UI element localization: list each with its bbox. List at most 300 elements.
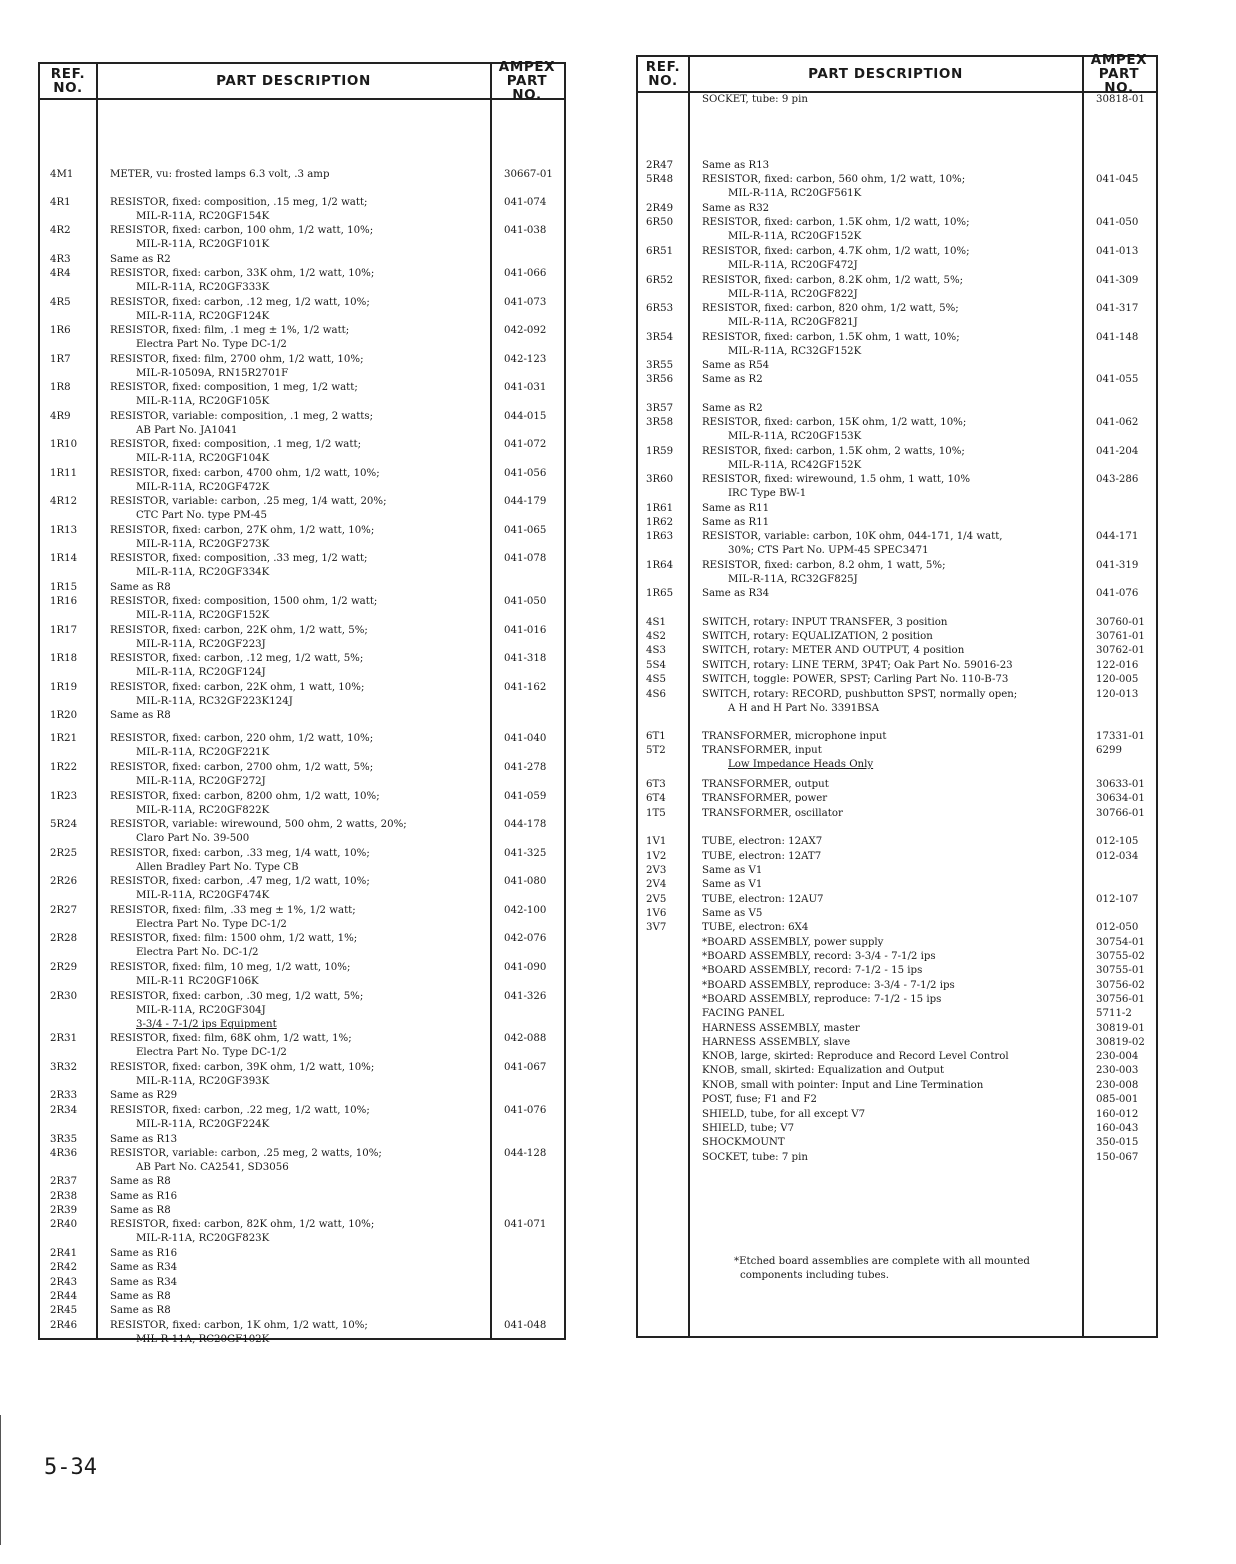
table-row bbox=[638, 1136, 1156, 1150]
ampex-part-no: 041-056 bbox=[504, 468, 547, 479]
table-row bbox=[40, 1175, 564, 1189]
part-description: TRANSFORMER, output bbox=[702, 779, 829, 790]
description-continuation: MIL-R-11A, RC20GF124J bbox=[136, 667, 266, 678]
ref-no: 2R49 bbox=[646, 203, 674, 214]
ref-no: 5S4 bbox=[646, 660, 666, 671]
ampex-part-no: 30819-02 bbox=[1096, 1037, 1145, 1048]
table-row bbox=[40, 961, 564, 987]
description-continuation: MIL-R-11A, RC20GF221K bbox=[136, 747, 270, 758]
part-description: TRANSFORMER, microphone input bbox=[702, 731, 887, 742]
description-continuation: MIL-R-11A, RC42GF152K bbox=[728, 460, 862, 471]
table-row bbox=[40, 1133, 564, 1147]
part-description: KNOB, large, skirted: Reproduce and Record Level Control bbox=[702, 1051, 1009, 1062]
ref-no: 1R17 bbox=[50, 625, 78, 636]
ampex-part-no: 350-015 bbox=[1096, 1137, 1139, 1148]
ref-no: 1T5 bbox=[646, 808, 666, 819]
table-row bbox=[40, 168, 564, 182]
description-continuation: MIL-R-11A, RC20GF273K bbox=[136, 539, 270, 550]
part-description: RESISTOR, fixed: composition, 1500 ohm, 1/2 watt; bbox=[110, 596, 378, 607]
table-row bbox=[638, 835, 1156, 849]
ref-no: 2R39 bbox=[50, 1205, 78, 1216]
description-continuation: MIL-R-11A, RC20GF474K bbox=[136, 890, 270, 901]
description-continuation: MIL-R-11A, RC20GF272J bbox=[136, 776, 266, 787]
table-row bbox=[638, 950, 1156, 964]
table-row bbox=[40, 581, 564, 595]
ref-no: 1V1 bbox=[646, 836, 667, 847]
table-row bbox=[40, 595, 564, 621]
ampex-part-no: 041-072 bbox=[504, 439, 547, 450]
ref-no: 6T4 bbox=[646, 793, 666, 804]
part-description: RESISTOR, fixed: carbon, 8200 ohm, 1/2 watt, 10%; bbox=[110, 791, 380, 802]
table-row bbox=[40, 652, 564, 678]
ref-no: 2R26 bbox=[50, 876, 78, 887]
footnote bbox=[734, 1255, 1030, 1283]
ampex-part-no: 041-309 bbox=[1096, 275, 1139, 286]
ref-no: 1R13 bbox=[50, 525, 78, 536]
table-row bbox=[40, 1276, 564, 1290]
ampex-part-no: 041-050 bbox=[504, 596, 547, 607]
part-description: RESISTOR, fixed: carbon, .47 meg, 1/2 watt, 10%; bbox=[110, 876, 370, 887]
part-description: RESISTOR, fixed: carbon, 4.7K ohm, 1/2 watt, 10%; bbox=[702, 246, 970, 257]
part-description: SWITCH, rotary: METER AND OUTPUT, 4 position bbox=[702, 645, 965, 656]
table-row bbox=[638, 659, 1156, 673]
table-row bbox=[638, 216, 1156, 242]
description-continuation: MIL-R-11A, RC20GF822J bbox=[728, 289, 858, 300]
description-continuation: MIL-R-11A, RC20GF101K bbox=[136, 239, 270, 250]
part-description: RESISTOR, fixed: carbon, 2700 ohm, 1/2 watt, 5%; bbox=[110, 762, 374, 773]
part-description: RESISTOR, variable: carbon, 10K ohm, 044-171, 1/4 watt, bbox=[702, 531, 1003, 542]
ampex-part-no: 041-319 bbox=[1096, 560, 1139, 571]
table-row bbox=[638, 921, 1156, 935]
part-description: Same as R8 bbox=[110, 1176, 171, 1187]
ref-no: 4R1 bbox=[50, 197, 71, 208]
ref-no: 2R25 bbox=[50, 848, 78, 859]
table-row bbox=[638, 673, 1156, 687]
ampex-part-no: 041-013 bbox=[1096, 246, 1139, 257]
table-row bbox=[40, 196, 564, 222]
part-description: RESISTOR, fixed: carbon, .12 meg, 1/2 watt, 10%; bbox=[110, 297, 370, 308]
ref-no: 1R14 bbox=[50, 553, 78, 564]
part-description-header: PART DESCRIPTION bbox=[808, 66, 963, 82]
part-description: RESISTOR, variable: wirewound, 500 ohm, 2 watts, 20%; bbox=[110, 819, 407, 830]
description-continuation: A H and H Part No. 3391BSA bbox=[728, 703, 880, 714]
part-description: RESISTOR, fixed: carbon, 1.5K ohm, 2 watts, 10%; bbox=[702, 446, 965, 457]
ref-no: 1V2 bbox=[646, 851, 667, 862]
ref-no: 4R12 bbox=[50, 496, 78, 507]
part-description: *BOARD ASSEMBLY, record: 3-3/4 - 7-1/2 ips bbox=[702, 951, 936, 962]
table-row bbox=[40, 1147, 564, 1173]
ref-no: 1R18 bbox=[50, 653, 78, 664]
ampex-part-no: 30819-01 bbox=[1096, 1023, 1145, 1034]
part-description: TRANSFORMER, power bbox=[702, 793, 828, 804]
description-continuation: MIL-R-11A, RC20GF304J bbox=[136, 1005, 266, 1016]
table-row bbox=[638, 302, 1156, 328]
table-row bbox=[40, 467, 564, 493]
ref-no: 1R11 bbox=[50, 468, 78, 479]
ref-no: 1R20 bbox=[50, 710, 78, 721]
part-description: RESISTOR, fixed: carbon, .30 meg, 1/2 watt, 5%; bbox=[110, 991, 364, 1002]
ref-no: 2R34 bbox=[50, 1105, 78, 1116]
part-description: RESISTOR, fixed: composition, .1 meg, 1/2 watt; bbox=[110, 439, 362, 450]
ref-no: 3R55 bbox=[646, 360, 674, 371]
table-row bbox=[40, 624, 564, 650]
ampex-part-no: 041-278 bbox=[504, 762, 547, 773]
ampex-part-no: 041-162 bbox=[504, 682, 547, 693]
ampex-part-no: 5711-2 bbox=[1096, 1008, 1132, 1019]
table-row bbox=[638, 587, 1156, 601]
table-row bbox=[638, 688, 1156, 714]
ref-no: 4S2 bbox=[646, 631, 666, 642]
description-continuation: Electra Part No. Type DC-1/2 bbox=[136, 919, 287, 930]
part-description: RESISTOR, fixed: carbon, 27K ohm, 1/2 watt, 10%; bbox=[110, 525, 375, 536]
part-description: Same as R13 bbox=[110, 1134, 178, 1145]
ref-no: 4M1 bbox=[50, 169, 74, 180]
ampex-part-no: 044-178 bbox=[504, 819, 547, 830]
ref-no: 3R54 bbox=[646, 332, 674, 343]
ampex-part-no: 012-105 bbox=[1096, 836, 1139, 847]
ampex-part-no-header: AMPEX PART NO. bbox=[1090, 52, 1148, 96]
description-continuation: MIL-R-11A, RC20GF472J bbox=[728, 260, 858, 271]
ampex-part-no: 041-090 bbox=[504, 962, 547, 973]
description-continuation: MIL-R-11A, RC20GF154K bbox=[136, 211, 270, 222]
description-continuation: MIL-R-11A, RC20GF823K bbox=[136, 1233, 270, 1244]
ampex-part-no: 041-073 bbox=[504, 297, 547, 308]
ref-no: 2R37 bbox=[50, 1176, 78, 1187]
part-description: KNOB, small, skirted: Equalization and Output bbox=[702, 1065, 945, 1076]
part-description: TUBE, electron: 6X4 bbox=[702, 922, 809, 933]
ref-no: 4R2 bbox=[50, 225, 71, 236]
part-description: SHOCKMOUNT bbox=[702, 1137, 785, 1148]
part-description: RESISTOR, fixed: carbon, 39K ohm, 1/2 watt, 10%; bbox=[110, 1062, 375, 1073]
part-description: Same as R29 bbox=[110, 1090, 178, 1101]
table-row bbox=[40, 1190, 564, 1204]
table-row bbox=[40, 904, 564, 930]
table-row bbox=[638, 1151, 1156, 1165]
part-description: Same as R54 bbox=[702, 360, 770, 371]
ref-no: 1R63 bbox=[646, 531, 674, 542]
part-description: RESISTOR, fixed: carbon, 33K ohm, 1/2 watt, 10%; bbox=[110, 268, 375, 279]
ref-no: 2R43 bbox=[50, 1277, 78, 1288]
table-row bbox=[40, 1247, 564, 1261]
ampex-part-no: 30756-01 bbox=[1096, 994, 1145, 1005]
description-continuation: Allen Bradley Part No. Type CB bbox=[136, 862, 299, 873]
table-row bbox=[638, 159, 1156, 173]
description-continuation: MIL-R-11A, RC20GF821J bbox=[728, 317, 858, 328]
part-description: SHIELD, tube, for all except V7 bbox=[702, 1109, 866, 1120]
part-description: Same as V1 bbox=[702, 865, 763, 876]
table-row bbox=[40, 324, 564, 350]
part-description: RESISTOR, variable: composition, .1 meg, 2 watts; bbox=[110, 411, 374, 422]
table-row bbox=[40, 681, 564, 707]
ampex-part-no: 30633-01 bbox=[1096, 779, 1145, 790]
table-row bbox=[40, 932, 564, 958]
part-description: RESISTOR, fixed: carbon, 8.2 ohm, 1 watt, 5%; bbox=[702, 560, 946, 571]
part-description: *BOARD ASSEMBLY, reproduce: 3-3/4 - 7-1/2 ips bbox=[702, 980, 955, 991]
part-description: RESISTOR, fixed: film: 1500 ohm, 1/2 watt, 1%; bbox=[110, 933, 358, 944]
ampex-part-no: 30754-01 bbox=[1096, 937, 1145, 948]
table-row bbox=[638, 93, 1156, 107]
part-description: SHIELD, tube; V7 bbox=[702, 1123, 795, 1134]
part-description: RESISTOR, fixed: carbon, 1.5K ohm, 1 watt, 10%; bbox=[702, 332, 960, 343]
ampex-part-no: 150-067 bbox=[1096, 1152, 1139, 1163]
ampex-part-no: 041-050 bbox=[1096, 217, 1139, 228]
part-description: Same as V1 bbox=[702, 879, 763, 890]
part-description: *BOARD ASSEMBLY, power supply bbox=[702, 937, 884, 948]
page-number: 5-34 bbox=[44, 1455, 97, 1480]
part-description: Same as R13 bbox=[702, 160, 770, 171]
description-continuation: MIL-R-11A, RC20GF393K bbox=[136, 1076, 270, 1087]
table-row bbox=[638, 1079, 1156, 1093]
table-row bbox=[40, 1089, 564, 1103]
description-continuation: MIL-R-11A, RC20GF561K bbox=[728, 188, 862, 199]
ref-no: 1R65 bbox=[646, 588, 674, 599]
ref-no: 2R38 bbox=[50, 1191, 78, 1202]
ampex-part-no: 041-048 bbox=[504, 1320, 547, 1331]
ampex-part-no: 30667-01 bbox=[504, 169, 553, 180]
part-description: RESISTOR, fixed: carbon, 82K ohm, 1/2 watt, 10%; bbox=[110, 1219, 375, 1230]
ref-no: 3R58 bbox=[646, 417, 674, 428]
ampex-part-no: 041-074 bbox=[504, 197, 547, 208]
part-description: TRANSFORMER, oscillator bbox=[702, 808, 843, 819]
table-row bbox=[40, 1319, 564, 1345]
table-row bbox=[638, 1050, 1156, 1064]
description-continuation: MIL-R-11 RC20GF106K bbox=[136, 976, 259, 987]
ref-no: 1R23 bbox=[50, 791, 78, 802]
ampex-part-no: 041-326 bbox=[504, 991, 547, 1002]
part-description: TRANSFORMER, input bbox=[702, 745, 822, 756]
ampex-part-no: 042-100 bbox=[504, 905, 547, 916]
description-continuation: MIL-R-11A, RC32GF152K bbox=[728, 346, 862, 357]
table-row bbox=[40, 732, 564, 758]
ampex-part-no: 120-005 bbox=[1096, 674, 1139, 685]
ampex-part-no: 230-003 bbox=[1096, 1065, 1139, 1076]
part-description: RESISTOR, fixed: carbon, 22K ohm, 1/2 watt, 5%; bbox=[110, 625, 368, 636]
ampex-part-no: 041-067 bbox=[504, 1062, 547, 1073]
ampex-part-no: 041-076 bbox=[504, 1105, 547, 1116]
ampex-part-no: 042-123 bbox=[504, 354, 547, 365]
ref-no: 5R24 bbox=[50, 819, 78, 830]
ampex-part-no: 30766-01 bbox=[1096, 808, 1145, 819]
ref-no: 1V6 bbox=[646, 908, 667, 919]
ampex-part-no: 230-008 bbox=[1096, 1080, 1139, 1091]
part-description: SWITCH, toggle: POWER, SPST; Carling Part No. 110-B-73 bbox=[702, 674, 1009, 685]
ref-no-header: REF. NO. bbox=[645, 59, 681, 89]
table-row bbox=[638, 1108, 1156, 1122]
ampex-part-no: 30818-01 bbox=[1096, 94, 1145, 105]
ref-no: 4R4 bbox=[50, 268, 71, 279]
part-description: Same as R16 bbox=[110, 1191, 178, 1202]
part-description: RESISTOR, variable: carbon, .25 meg, 2 watts, 10%; bbox=[110, 1148, 382, 1159]
description-continuation: MIL-R-11A, RC20GF822K bbox=[136, 805, 270, 816]
part-description: Same as R34 bbox=[110, 1277, 178, 1288]
table-row bbox=[638, 245, 1156, 271]
ampex-part-no: 160-043 bbox=[1096, 1123, 1139, 1134]
table-row bbox=[40, 224, 564, 250]
part-description: RESISTOR, fixed: carbon, 4700 ohm, 1/2 watt, 10%; bbox=[110, 468, 380, 479]
table-row bbox=[40, 1304, 564, 1318]
description-continuation: CTC Part No. type PM-45 bbox=[136, 510, 267, 521]
ampex-part-no: 041-076 bbox=[1096, 588, 1139, 599]
ref-no: 6R52 bbox=[646, 275, 674, 286]
ref-no: 6T3 bbox=[646, 779, 666, 790]
table-row bbox=[40, 1032, 564, 1058]
ampex-part-no: 012-034 bbox=[1096, 851, 1139, 862]
ampex-part-no: 042-092 bbox=[504, 325, 547, 336]
part-description: Same as R8 bbox=[110, 1305, 171, 1316]
part-description: RESISTOR, fixed: composition, .15 meg, 1/2 watt; bbox=[110, 197, 368, 208]
ref-no: 2R41 bbox=[50, 1248, 78, 1259]
part-description: HARNESS ASSEMBLY, master bbox=[702, 1023, 860, 1034]
ampex-part-no: 30760-01 bbox=[1096, 617, 1145, 628]
part-description: SWITCH, rotary: INPUT TRANSFER, 3 position bbox=[702, 617, 948, 628]
table-row bbox=[40, 253, 564, 267]
description-continuation: AB Part No. CA2541, SD3056 bbox=[136, 1162, 289, 1173]
ampex-part-no: 30756-02 bbox=[1096, 980, 1145, 991]
ref-no: 2R29 bbox=[50, 962, 78, 973]
table-row bbox=[638, 1122, 1156, 1136]
part-description: METER, vu: frosted lamps 6.3 volt, .3 amp bbox=[110, 169, 330, 180]
description-continuation: MIL-R-11A, RC32GF825J bbox=[728, 574, 858, 585]
ref-no: 6R51 bbox=[646, 246, 674, 257]
table-row bbox=[638, 516, 1156, 530]
table-row bbox=[638, 979, 1156, 993]
ampex-part-no: 041-055 bbox=[1096, 374, 1139, 385]
part-description: TUBE, electron: 12AU7 bbox=[702, 894, 824, 905]
ref-no: 2R40 bbox=[50, 1219, 78, 1230]
part-description: SOCKET, tube: 9 pin bbox=[702, 94, 808, 105]
ref-no: 4S3 bbox=[646, 645, 666, 656]
ref-no: 1R61 bbox=[646, 503, 674, 514]
ref-no: 1R22 bbox=[50, 762, 78, 773]
ampex-part-no: 041-062 bbox=[1096, 417, 1139, 428]
ampex-part-no: 085-001 bbox=[1096, 1094, 1139, 1105]
ref-no: 2R33 bbox=[50, 1090, 78, 1101]
ampex-part-no: 012-107 bbox=[1096, 894, 1139, 905]
ref-no: 4R5 bbox=[50, 297, 71, 308]
description-continuation: MIL-R-11A, RC20GF472K bbox=[136, 482, 270, 493]
table-row bbox=[638, 630, 1156, 644]
description-continuation: 3-3/4 - 7-1/2 ips Equipment bbox=[136, 1019, 277, 1030]
description-continuation: MIL-R-11A, RC32GF223K124J bbox=[136, 696, 293, 707]
ref-no: 6R53 bbox=[646, 303, 674, 314]
ampex-part-no: 041-078 bbox=[504, 553, 547, 564]
part-description: Same as R8 bbox=[110, 582, 171, 593]
table-row bbox=[40, 1218, 564, 1244]
ampex-part-no: 041-080 bbox=[504, 876, 547, 887]
description-continuation: MIL-R-11A, RC20GF334K bbox=[136, 567, 270, 578]
ampex-part-no: 30761-01 bbox=[1096, 631, 1145, 642]
table-row bbox=[40, 267, 564, 293]
ref-no: 1R21 bbox=[50, 733, 78, 744]
description-continuation: MIL-R-11A, RC20GF333K bbox=[136, 282, 270, 293]
ampex-part-no: 6299 bbox=[1096, 745, 1122, 756]
table-row bbox=[40, 410, 564, 436]
description-continuation: MIL-R-11A, RC20GF153K bbox=[728, 431, 862, 442]
part-description: RESISTOR, fixed: film, .33 meg ± 1%, 1/2 watt; bbox=[110, 905, 356, 916]
table-row bbox=[638, 173, 1156, 199]
part-description: Same as R16 bbox=[110, 1248, 178, 1259]
ref-no: 4R3 bbox=[50, 254, 71, 265]
part-description: RESISTOR, fixed: film, 2700 ohm, 1/2 watt, 10%; bbox=[110, 354, 364, 365]
table-row bbox=[40, 761, 564, 787]
part-description: TUBE, electron: 12AT7 bbox=[702, 851, 822, 862]
ref-no: 2R27 bbox=[50, 905, 78, 916]
binding-edge bbox=[0, 1415, 1, 1545]
table-row bbox=[638, 359, 1156, 373]
description-continuation: IRC Type BW-1 bbox=[728, 488, 807, 499]
table-row bbox=[40, 552, 564, 578]
table-row bbox=[638, 730, 1156, 744]
table-row bbox=[40, 1261, 564, 1275]
table-row bbox=[638, 744, 1156, 770]
part-description: SWITCH, rotary: EQUALIZATION, 2 position bbox=[702, 631, 933, 642]
part-description: Same as R8 bbox=[110, 1291, 171, 1302]
ref-no: 2R42 bbox=[50, 1262, 78, 1273]
ampex-part-no: 122-016 bbox=[1096, 660, 1139, 671]
ampex-part-no: 041-065 bbox=[504, 525, 547, 536]
part-description: RESISTOR, fixed: carbon, 15K ohm, 1/2 watt, 10%; bbox=[702, 417, 967, 428]
ref-no: 3R60 bbox=[646, 474, 674, 485]
table-row bbox=[638, 644, 1156, 658]
table-row bbox=[638, 1007, 1156, 1021]
ampex-part-no: 041-038 bbox=[504, 225, 547, 236]
footnote-line: *Etched board assemblies are complete with all mounted bbox=[734, 1256, 1030, 1267]
ref-no: 3R56 bbox=[646, 374, 674, 385]
part-description-header: PART DESCRIPTION bbox=[216, 73, 371, 89]
table-row bbox=[638, 202, 1156, 216]
ref-no: 2R31 bbox=[50, 1033, 78, 1044]
ref-no: 4S1 bbox=[646, 617, 666, 628]
part-description: HARNESS ASSEMBLY, slave bbox=[702, 1037, 851, 1048]
ref-no: 1R7 bbox=[50, 354, 71, 365]
ampex-part-no: 041-071 bbox=[504, 1219, 547, 1230]
ampex-part-no: 041-317 bbox=[1096, 303, 1139, 314]
description-continuation: MIL-R-11A, RC20GF104K bbox=[136, 453, 270, 464]
table-row bbox=[638, 416, 1156, 442]
table-row bbox=[638, 1064, 1156, 1078]
table-row bbox=[638, 502, 1156, 516]
part-description: RESISTOR, fixed: carbon, .22 meg, 1/2 watt, 10%; bbox=[110, 1105, 370, 1116]
part-description: RESISTOR, fixed: film, .1 meg ± 1%, 1/2 watt; bbox=[110, 325, 350, 336]
part-description: RESISTOR, fixed: film, 10 meg, 1/2 watt, 10%; bbox=[110, 962, 351, 973]
ref-no: 1R59 bbox=[646, 446, 674, 457]
ref-no: 4S5 bbox=[646, 674, 666, 685]
ref-no: 2V5 bbox=[646, 894, 667, 905]
table-row bbox=[40, 1104, 564, 1130]
description-continuation: MIL-R-11A, RC20GF152K bbox=[728, 231, 862, 242]
table-row bbox=[638, 907, 1156, 921]
table-row bbox=[40, 381, 564, 407]
part-description: RESISTOR, fixed: composition, .33 meg, 1/2 watt; bbox=[110, 553, 368, 564]
ampex-part-no: 230-004 bbox=[1096, 1051, 1139, 1062]
ampex-part-no: 041-040 bbox=[504, 733, 547, 744]
ampex-part-no: 041-016 bbox=[504, 625, 547, 636]
part-description: RESISTOR, fixed: carbon, 1K ohm, 1/2 watt, 10%; bbox=[110, 1320, 368, 1331]
ampex-part-no: 30755-01 bbox=[1096, 965, 1145, 976]
ampex-part-no: 041-204 bbox=[1096, 446, 1139, 457]
parts-table-right bbox=[636, 52, 1158, 1338]
ampex-part-no: 042-088 bbox=[504, 1033, 547, 1044]
part-description: Same as R11 bbox=[702, 503, 770, 514]
ref-no: 1R6 bbox=[50, 325, 71, 336]
description-continuation: Electra Part No. DC-1/2 bbox=[136, 947, 259, 958]
ref-no: 2R44 bbox=[50, 1291, 78, 1302]
description-continuation: MIL-R-11A, RC20GF102K bbox=[136, 1334, 270, 1345]
part-description: SWITCH, rotary: RECORD, pushbutton SPST, normally open; bbox=[702, 689, 1018, 700]
ampex-part-no: 041-031 bbox=[504, 382, 547, 393]
description-continuation: MIL-R-11A, RC20GF152K bbox=[136, 610, 270, 621]
description-continuation: AB Part No. JA1041 bbox=[136, 425, 238, 436]
